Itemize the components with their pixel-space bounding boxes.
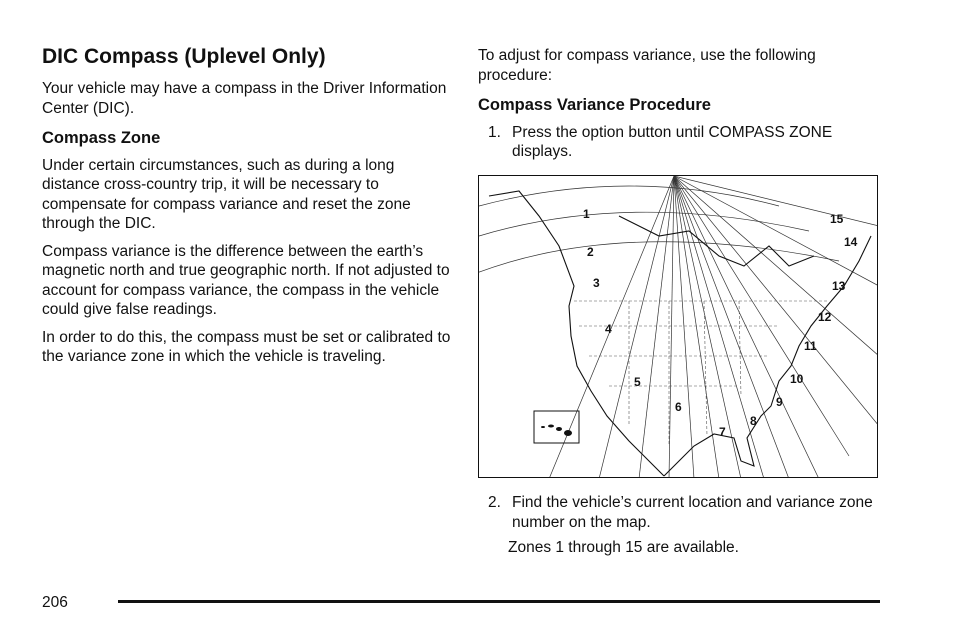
zone-label-9: 9 (776, 395, 783, 409)
step-text: Find the vehicle’s current location and variance zone number on the map. (512, 494, 873, 531)
compass-zone-heading: Compass Zone (42, 129, 161, 148)
procedure-steps (478, 123, 888, 162)
zone-paragraph-1: Under certain circumstances, such as during a long distance cross-country trip, it will be necessary to compensate for compass variance and reset the zone through the DIC. (42, 156, 411, 233)
compass-zone-map (478, 175, 878, 478)
page-title: DIC Compass (Uplevel Only) (42, 45, 326, 68)
zone-label-6: 6 (675, 400, 682, 414)
zone-label-7: 7 (719, 425, 726, 439)
left-column (42, 44, 452, 375)
intro-paragraph: Your vehicle may have a compass in the Driver Information Center (DIC). (42, 80, 447, 117)
right-column (478, 46, 888, 162)
zone-label-1: 1 (583, 207, 590, 221)
page-number: 206 (42, 594, 68, 611)
step-number: 2. (488, 494, 501, 511)
procedure-steps-continued (478, 493, 898, 532)
step-text: Press the option button until COMPASS ZONE displays. (512, 123, 833, 161)
zone-label-13: 13 (832, 279, 846, 293)
procedure-intro: To adjust for compass variance, use the following procedure: (478, 47, 816, 84)
hawaii-inset (534, 411, 579, 443)
zone-label-12: 12 (818, 310, 832, 324)
zone-paragraph-3: In order to do this, the compass must be set or calibrated to the variance zone in which the vehicle is traveling. (42, 328, 451, 366)
zone-label-11: 11 (804, 339, 817, 353)
step-2 (478, 493, 898, 532)
step-number: 1. (488, 123, 501, 141)
zone-paragraph-2: Compass variance is the difference between the earth’s magnetic north and true geographic north. If not adjusted to account for compass variance, the compass in the vehicle could give false readings. (42, 242, 450, 319)
step-1 (478, 123, 888, 162)
step-2-block (478, 493, 898, 532)
zones-note: Zones 1 through 15 are available. (508, 539, 739, 556)
zone-label-14: 14 (844, 235, 858, 249)
zone-label-10: 10 (790, 372, 804, 386)
zone-label-4: 4 (605, 322, 612, 336)
zone-label-2: 2 (587, 245, 594, 259)
north-america-map (479, 176, 878, 478)
zone-label-3: 3 (593, 276, 600, 290)
zone-label-8: 8 (750, 414, 757, 428)
zone-label-15: 15 (830, 212, 844, 226)
footer-rule (118, 600, 880, 603)
zone-label-5: 5 (634, 375, 641, 389)
procedure-heading: Compass Variance Procedure (478, 96, 711, 114)
